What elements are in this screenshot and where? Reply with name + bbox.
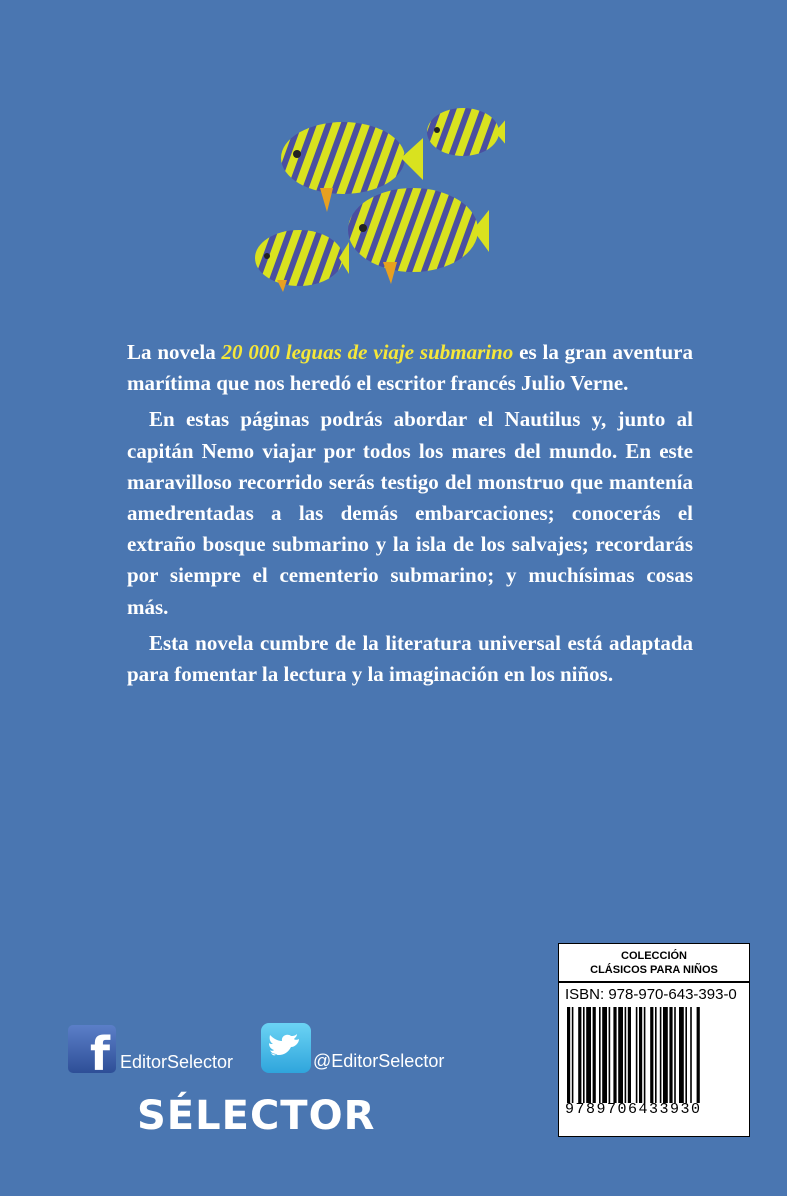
collection-label: COLECCIÓN CLÁSICOS PARA NIÑOS	[559, 944, 749, 983]
barcode-bar	[609, 1007, 611, 1103]
barcode-bar	[655, 1007, 657, 1103]
barcode-bar	[583, 1007, 585, 1103]
barcode-bar	[674, 1007, 676, 1103]
barcode-bar	[628, 1007, 631, 1103]
blurb-paragraph-1: La novela 20 000 leguas de viaje submarino es la gran aventura marítima que nos heredó el escritor francés Julio Verne.	[127, 340, 694, 396]
barcode-bar	[644, 1007, 646, 1103]
barcode-bar	[690, 1007, 692, 1103]
barcode-bar	[625, 1007, 627, 1103]
barcode-bar	[613, 1007, 616, 1103]
barcode-bar	[593, 1007, 596, 1103]
fish-illustration	[245, 100, 505, 300]
barcode-number: 9789706433930	[565, 1101, 702, 1118]
fish-top-right	[427, 108, 505, 156]
facebook-link[interactable]	[68, 1025, 234, 1081]
facebook-handle: EditorSelector	[120, 1051, 234, 1072]
barcode-bar	[567, 1007, 570, 1103]
back-cover-blurb	[127, 337, 693, 695]
barcode-bar	[697, 1007, 700, 1103]
barcode-bar	[578, 1007, 581, 1103]
barcode-bar	[685, 1007, 687, 1103]
blurb-paragraph-2: En estas páginas podrás abordar el Nautilus y, junto al capitán Nemo viajar por todos los mares del mundo. En este maravilloso recorrido serás testigo del monstruo que mantenía amedrentadas a las demás embarcaciones; conocerás el extraño bosque submarino y la isla de los salvajes; recordarás por siempre el cementerio submarino; y muchísimas cosas más.	[127, 407, 693, 619]
barcode-bar	[679, 1007, 684, 1103]
barcode-bar	[660, 1007, 662, 1103]
barcode-bar	[650, 1007, 653, 1103]
twitter-icon	[261, 1023, 311, 1073]
barcode-bar	[572, 1007, 574, 1103]
book-title: 20 000 leguas de viaje submarino	[221, 340, 514, 364]
barcode-bar	[602, 1007, 607, 1103]
barcode-panel	[558, 943, 750, 1137]
barcode-bar	[639, 1007, 642, 1103]
facebook-icon: f	[68, 1025, 116, 1073]
twitter-link[interactable]	[261, 1023, 444, 1073]
barcode-bar	[669, 1007, 672, 1103]
barcode-bar	[663, 1007, 668, 1103]
barcode-bar	[618, 1007, 623, 1103]
barcode-bar	[599, 1007, 601, 1103]
barcode-bars	[567, 1007, 741, 1103]
barcode-bar	[586, 1007, 591, 1103]
twitter-handle: @EditorSelector	[313, 1050, 445, 1071]
barcode-bar	[636, 1007, 638, 1103]
isbn-text: ISBN: 978-970-643-393-0	[565, 986, 737, 1003]
fish-bottom-left	[255, 230, 349, 292]
publisher-logo: SÉLECTOR	[137, 1093, 376, 1139]
blurb-paragraph-3: Esta novela cumbre de la literatura universal está adaptada para fomentar la lectura y la imaginación en los niños.	[127, 630, 693, 687]
fish-center	[348, 188, 489, 284]
